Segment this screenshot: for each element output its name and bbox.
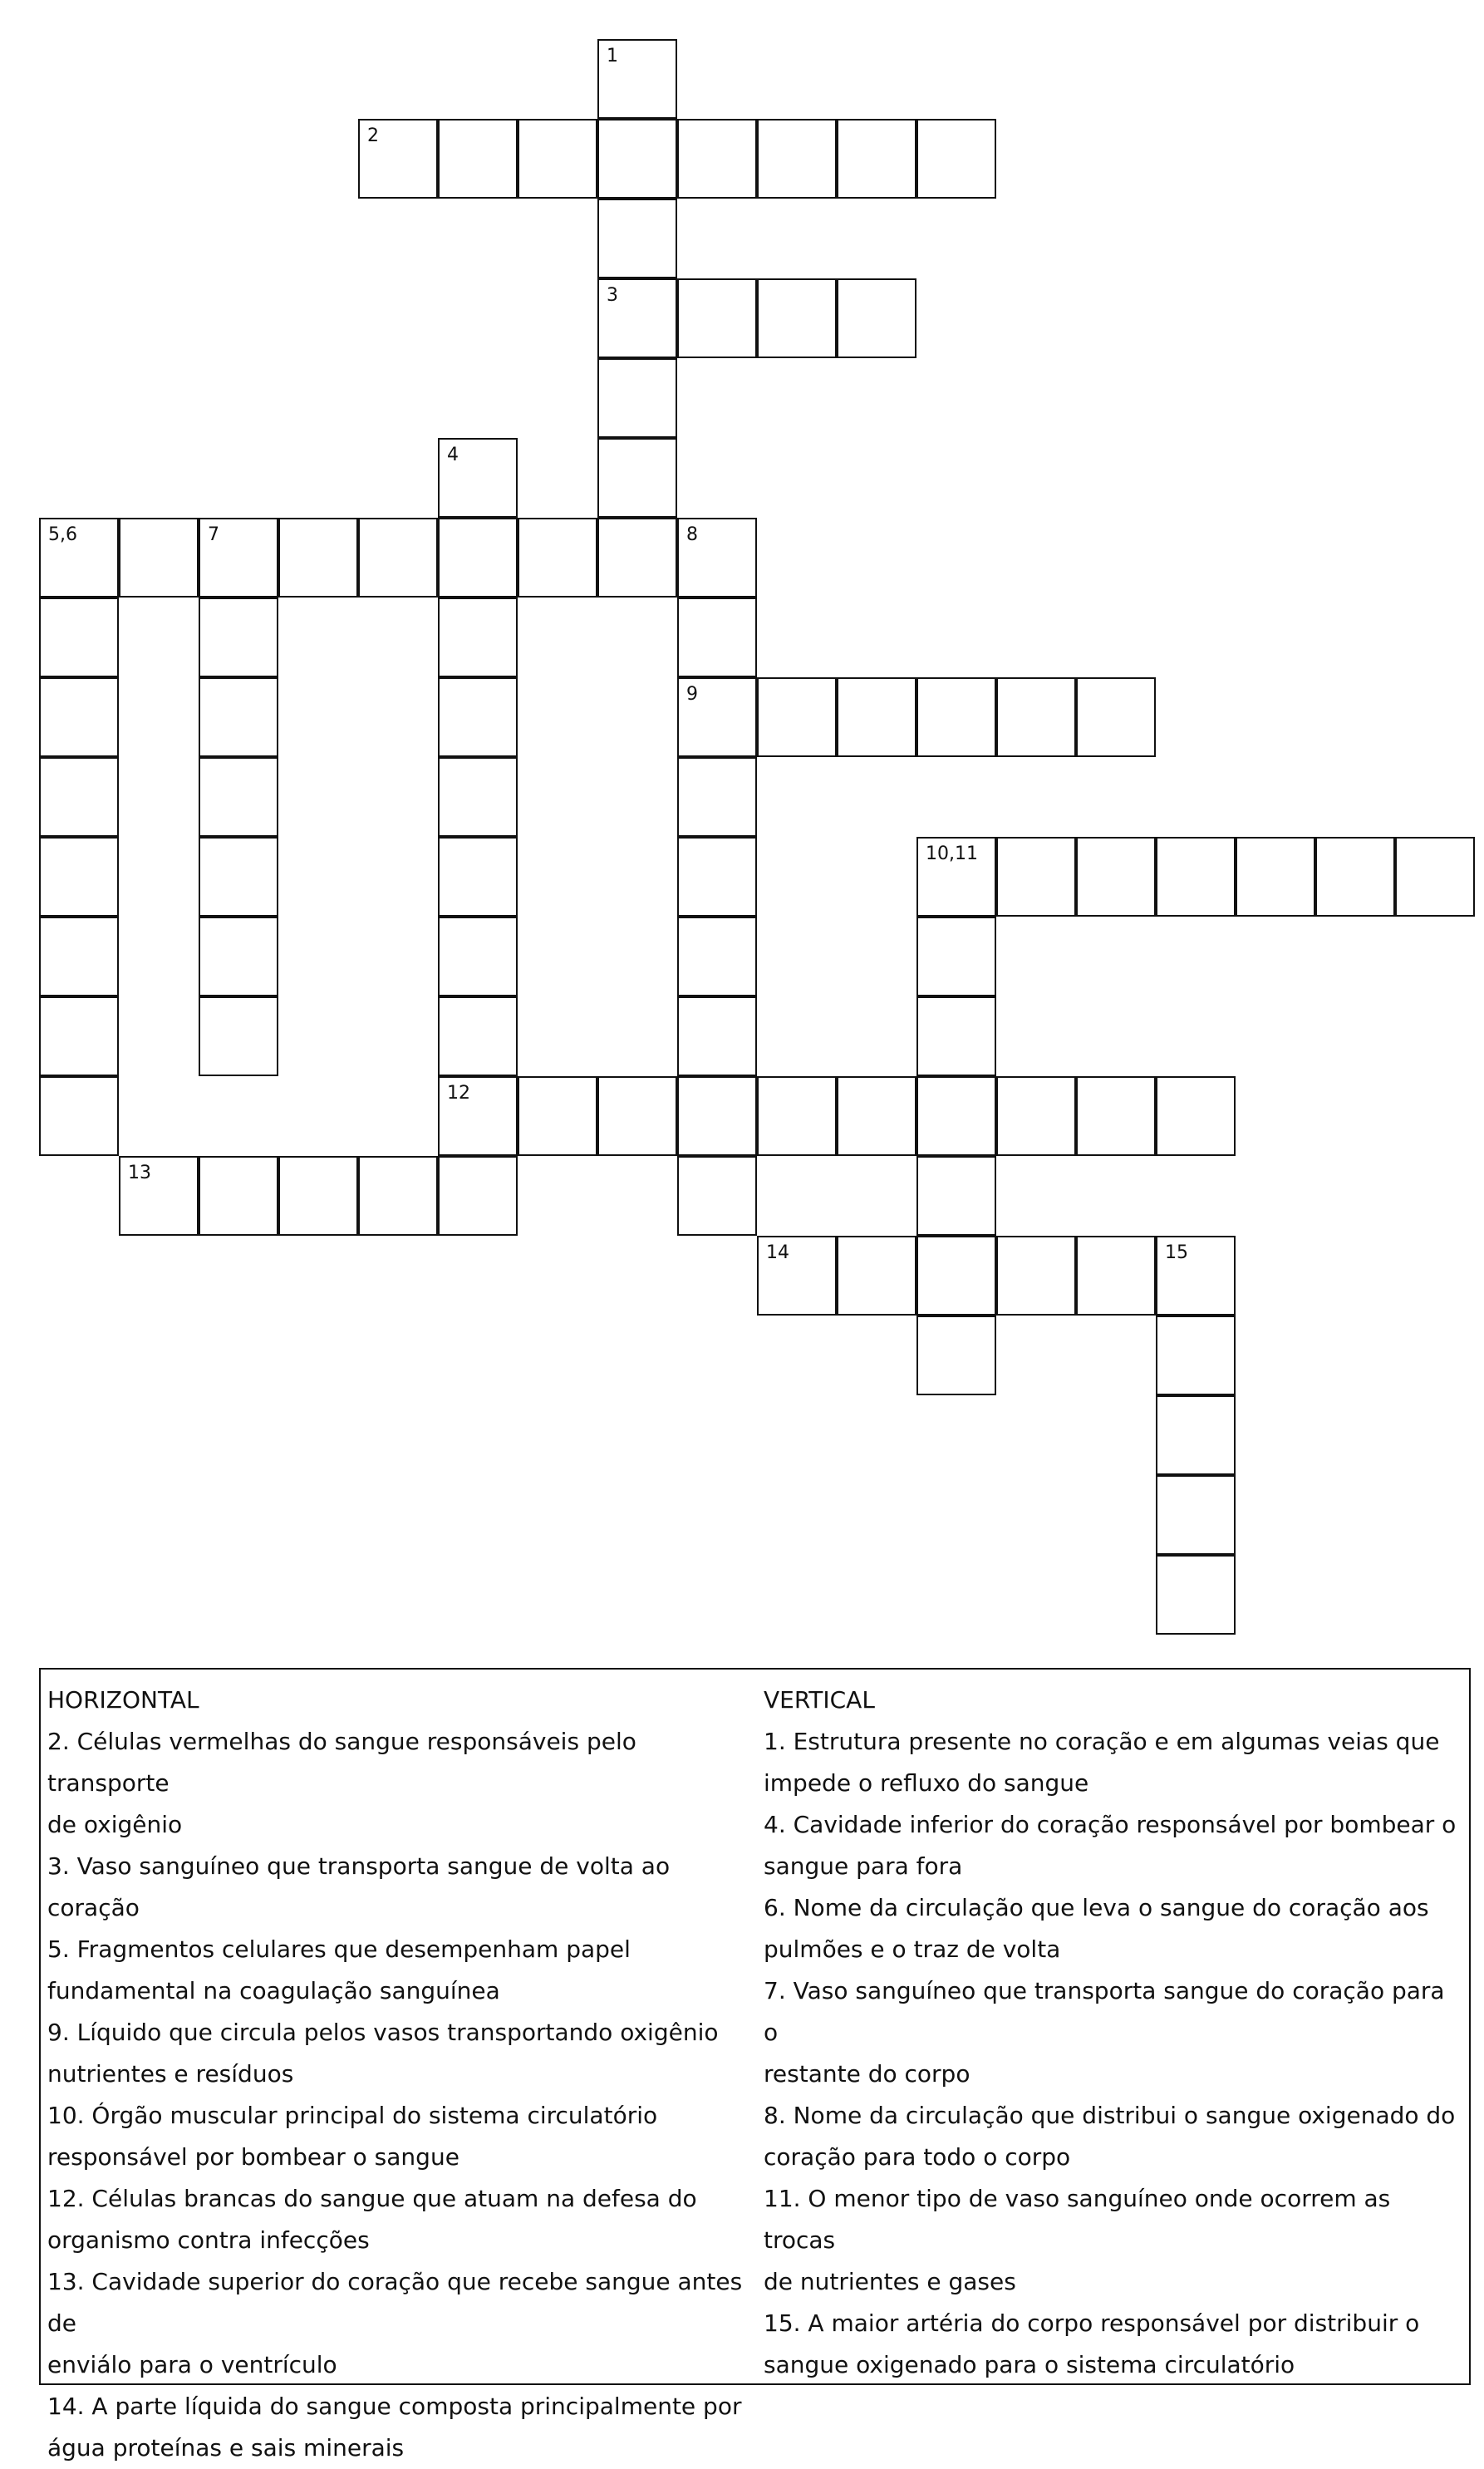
crossword-cell[interactable]	[1236, 837, 1315, 917]
clue-line: 1. Estrutura presente no coração e em algumas veias que	[764, 1728, 1440, 1755]
crossword-cell[interactable]	[438, 438, 518, 518]
crossword-cell[interactable]	[757, 677, 837, 757]
crossword-cell[interactable]	[1156, 1475, 1236, 1555]
crossword-cell[interactable]	[199, 837, 278, 917]
crossword-cell[interactable]	[677, 1076, 757, 1156]
crossword-cell[interactable]	[597, 119, 677, 199]
clue-line: 13. Cavidade superior do coração que recebe sangue antes de	[47, 2268, 743, 2337]
crossword-cell[interactable]	[916, 837, 996, 917]
clue-line: sangue para fora	[764, 1852, 963, 1880]
crossword-cell[interactable]	[1076, 1076, 1156, 1156]
crossword-cell[interactable]	[597, 199, 677, 278]
crossword-cell[interactable]	[837, 119, 916, 199]
crossword-cell[interactable]	[916, 1236, 996, 1316]
clue-line: fundamental na coagulação sanguínea	[47, 1977, 500, 2004]
clue-line: 10. Órgão muscular principal do sistema circulatório	[47, 2102, 658, 2129]
crossword-cell[interactable]	[677, 278, 757, 358]
crossword-cell[interactable]	[757, 1076, 837, 1156]
crossword-cell[interactable]	[677, 917, 757, 996]
crossword-cell[interactable]	[199, 598, 278, 677]
crossword-cell[interactable]	[677, 518, 757, 598]
crossword-cell[interactable]	[438, 1156, 518, 1236]
crossword-cell[interactable]	[199, 917, 278, 996]
crossword-cell[interactable]	[438, 677, 518, 757]
clue-number: 12	[447, 1083, 470, 1104]
horizontal-heading: HORIZONTAL	[47, 1686, 199, 1714]
crossword-cell[interactable]	[1156, 1076, 1236, 1156]
clue-line: 8. Nome da circulação que distribui o sangue oxigenado do	[764, 2102, 1456, 2129]
crossword-cell[interactable]	[1076, 677, 1156, 757]
crossword-cell[interactable]	[916, 119, 996, 199]
crossword-cell[interactable]	[1315, 837, 1395, 917]
crossword-cell[interactable]	[837, 677, 916, 757]
crossword-cell[interactable]	[438, 837, 518, 917]
crossword-cell[interactable]	[996, 837, 1076, 917]
clue-number: 9	[686, 684, 698, 705]
clue-number: 8	[686, 524, 698, 545]
clue-line: sangue oxigenado para o sistema circulatório	[764, 2351, 1295, 2378]
crossword-cell[interactable]	[119, 518, 199, 598]
clues-box	[39, 1668, 1471, 2462]
crossword-cell[interactable]	[358, 119, 438, 199]
crossword-cell[interactable]	[438, 917, 518, 996]
crossword-cell[interactable]	[597, 438, 677, 518]
crossword-cell[interactable]	[119, 1156, 199, 1236]
crossword-cell[interactable]	[438, 119, 518, 199]
crossword-cell[interactable]	[1395, 837, 1475, 917]
clue-number: 1	[607, 46, 618, 66]
crossword-cell[interactable]	[996, 1076, 1076, 1156]
clue-number: 4	[447, 445, 459, 465]
crossword-cell[interactable]	[597, 358, 677, 438]
crossword-cell[interactable]	[837, 1236, 916, 1316]
crossword-cell[interactable]	[916, 677, 996, 757]
clue-line: de oxigênio	[47, 1811, 183, 1838]
crossword-cell[interactable]	[916, 917, 996, 996]
clue-line: 15. A maior artéria do corpo responsável por distribuir o	[764, 2309, 1420, 2337]
crossword-cell[interactable]	[1156, 837, 1236, 917]
crossword-cell[interactable]	[677, 677, 757, 757]
crossword-cell[interactable]	[916, 996, 996, 1076]
clue-line: enviálo para o ventrículo	[47, 2351, 337, 2378]
vertical-heading: VERTICAL	[764, 1686, 875, 1714]
crossword-cell[interactable]	[597, 518, 677, 598]
crossword-cell[interactable]	[916, 1316, 996, 1395]
crossword-cell[interactable]	[1076, 1236, 1156, 1316]
crossword-cell[interactable]	[1156, 1316, 1236, 1395]
crossword-cell[interactable]	[1156, 1555, 1236, 1635]
crossword-cell[interactable]	[757, 119, 837, 199]
clue-number: 2	[367, 125, 379, 146]
crossword-cell[interactable]	[837, 278, 916, 358]
clue-line: restante do corpo	[764, 2060, 970, 2088]
crossword-cell[interactable]	[837, 1076, 916, 1156]
crossword-cell[interactable]	[1156, 1236, 1236, 1316]
crossword-cell[interactable]	[1156, 1395, 1236, 1475]
crossword-cell[interactable]	[518, 119, 597, 199]
crossword-cell[interactable]	[199, 757, 278, 837]
clue-line: 3. Vaso sanguíneo que transporta sangue de volta ao coração	[47, 1852, 671, 1921]
clue-line: 12. Células brancas do sangue que atuam na defesa do	[47, 2185, 697, 2212]
crossword-cell[interactable]	[677, 757, 757, 837]
crossword-cell[interactable]	[39, 518, 119, 598]
crossword-cell[interactable]	[996, 1236, 1076, 1316]
crossword-cell[interactable]	[916, 1156, 996, 1236]
crossword-cell[interactable]	[199, 518, 278, 598]
clue-line: 5. Fragmentos celulares que desempenham papel	[47, 1935, 631, 1963]
crossword-cell[interactable]	[916, 1076, 996, 1156]
crossword-cell[interactable]	[677, 119, 757, 199]
clue-number: 14	[766, 1242, 789, 1263]
crossword-cell[interactable]	[757, 278, 837, 358]
clue-line: 7. Vaso sanguíneo que transporta sangue do coração para o	[764, 1977, 1445, 2046]
clue-line: 14. A parte líquida do sangue composta principalmente por	[47, 2393, 742, 2420]
crossword-cell[interactable]	[199, 996, 278, 1076]
clue-number: 5,6	[48, 524, 77, 545]
crossword-cell[interactable]	[677, 837, 757, 917]
crossword-cell[interactable]	[39, 1076, 119, 1156]
clue-line: coração para todo o corpo	[764, 2143, 1071, 2171]
crossword-cell[interactable]	[677, 996, 757, 1076]
clue-number: 3	[607, 285, 618, 306]
crossword-cell[interactable]	[438, 1076, 518, 1156]
crossword-cell[interactable]	[39, 598, 119, 677]
crossword-cell[interactable]	[597, 39, 677, 119]
clue-line: 6. Nome da circulação que leva o sangue do coração aos	[764, 1894, 1429, 1921]
crossword-cell[interactable]	[39, 677, 119, 757]
horizontal-clues	[47, 1680, 754, 2469]
clue-line: pulmões e o traz de volta	[764, 1935, 1061, 1963]
crossword-cell[interactable]	[278, 1156, 358, 1236]
crossword-cell[interactable]	[1076, 837, 1156, 917]
vertical-clues	[764, 1680, 1462, 2386]
crossword-cell[interactable]	[199, 677, 278, 757]
crossword-cell[interactable]	[677, 598, 757, 677]
crossword-cell[interactable]	[358, 1156, 438, 1236]
crossword-cell[interactable]	[199, 1156, 278, 1236]
crossword-cell[interactable]	[757, 1236, 837, 1316]
crossword-cell[interactable]	[39, 917, 119, 996]
crossword-cell[interactable]	[438, 757, 518, 837]
crossword-cell[interactable]	[597, 278, 677, 358]
crossword-cell[interactable]	[597, 1076, 677, 1156]
clue-line: 4. Cavidade inferior do coração responsável por bombear o	[764, 1811, 1457, 1838]
crossword-cell[interactable]	[39, 996, 119, 1076]
clue-number: 13	[128, 1163, 151, 1183]
crossword-cell[interactable]	[278, 518, 358, 598]
clue-line: nutrientes e resíduos	[47, 2060, 294, 2088]
clue-line: água proteínas e sais minerais	[47, 2434, 405, 2462]
clue-number: 7	[208, 524, 219, 545]
clue-line: organismo contra infecções	[47, 2226, 370, 2254]
crossword-cell[interactable]	[39, 837, 119, 917]
clue-number: 15	[1165, 1242, 1188, 1263]
crossword-cell[interactable]	[518, 1076, 597, 1156]
clue-line: responsável por bombear o sangue	[47, 2143, 459, 2171]
crossword-cell[interactable]	[438, 598, 518, 677]
crossword-cell[interactable]	[438, 996, 518, 1076]
crossword-cell[interactable]	[358, 518, 438, 598]
crossword-cell[interactable]	[677, 1156, 757, 1236]
clue-line: 11. O menor tipo de vaso sanguíneo onde ocorrem as trocas	[764, 2185, 1391, 2254]
clue-line: impede o refluxo do sangue	[764, 1769, 1089, 1797]
crossword-cell[interactable]	[996, 677, 1076, 757]
clue-number: 10,11	[926, 843, 978, 864]
clue-line: 9. Líquido que circula pelos vasos transportando oxigênio	[47, 2019, 719, 2046]
crossword-cell[interactable]	[438, 518, 518, 598]
clue-line: de nutrientes e gases	[764, 2268, 1016, 2295]
clue-line: 2. Células vermelhas do sangue responsáveis pelo transporte	[47, 1728, 636, 1797]
crossword-cell[interactable]	[518, 518, 597, 598]
crossword-cell[interactable]	[39, 757, 119, 837]
